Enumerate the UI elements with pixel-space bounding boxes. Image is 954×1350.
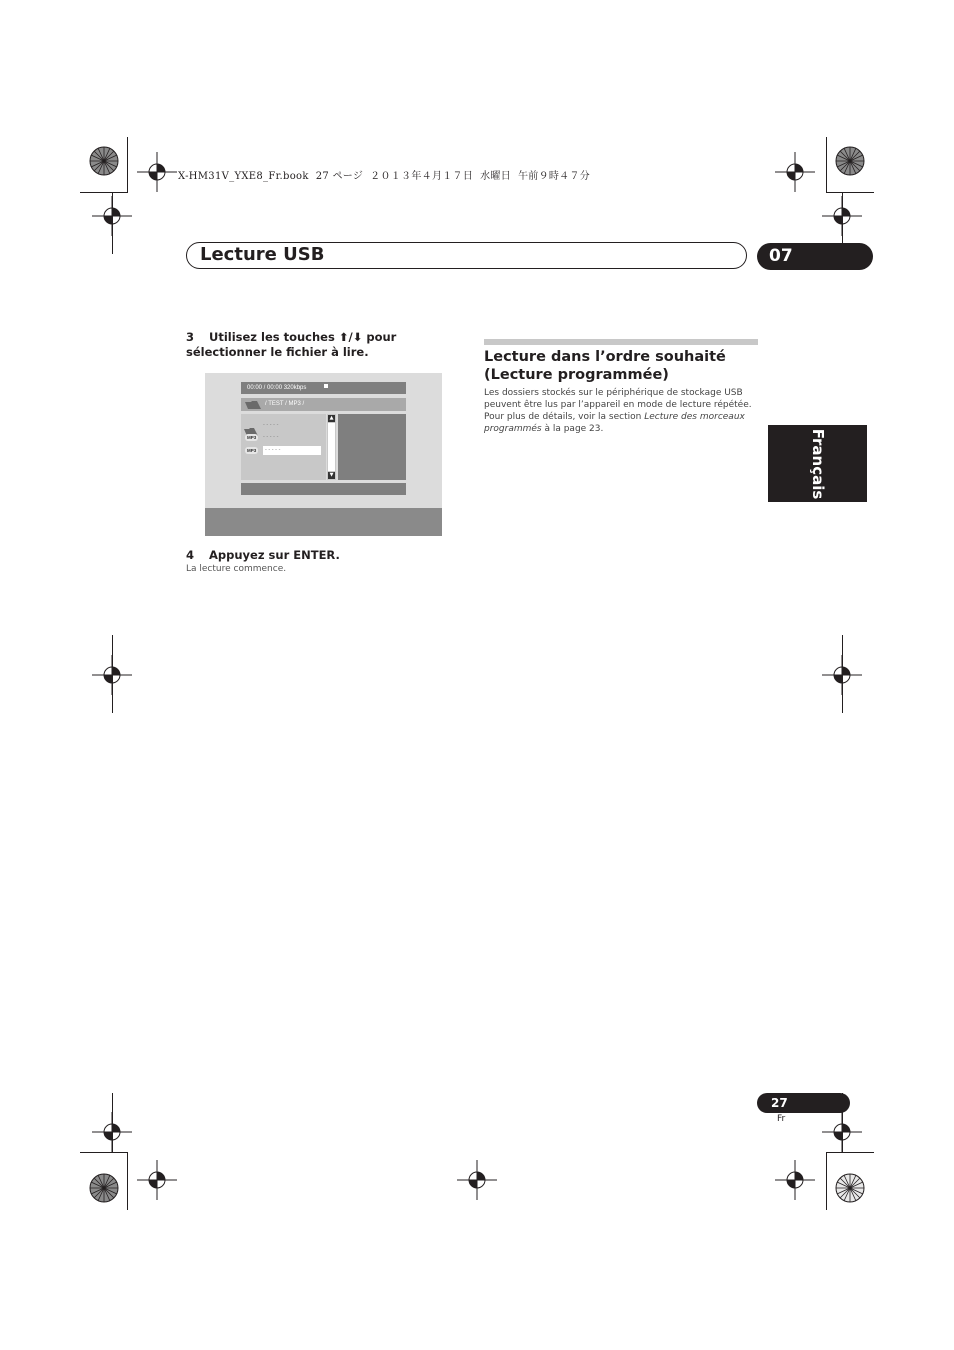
arrow-up-icon: ⬆ [338,330,349,344]
file-name: - - - - - [263,422,279,428]
step-3-instruction [186,330,461,360]
language-tab-label: Français [808,428,827,499]
stop-icon [324,384,328,388]
scroll-track[interactable] [328,423,335,471]
starburst-mark-bottom-left [89,1173,119,1203]
starburst-mark-top-right [835,146,865,176]
page-number-badge: 27 [757,1093,850,1113]
step-4-number: 4 [186,548,195,562]
page-language-code: Fr [777,1114,786,1124]
trim-line-mid-right-v [842,635,843,713]
trim-line-top-right-h [826,192,874,193]
section-heading: Lecture dans l’ordre souhaité (Lecture programmée) [484,349,726,383]
file-list-scrollbar[interactable] [327,414,336,480]
file-name: - - - - - [263,446,321,455]
print-header-info: X-HM31V_YXE8_Fr.book 27 ページ ２０１３年４月１７日 水曜日 午前９時４７分 [178,171,591,182]
language-tab [768,425,867,502]
registration-mark-bottom-right-2 [775,1160,815,1200]
mp3-file-icon: MP3 [247,448,257,453]
registration-mark-bottom-left-2 [137,1160,177,1200]
step-3-text-after: pour sélectionner le fichier à lire. [186,330,397,359]
trim-line-bottom-right-v [826,1152,827,1210]
playback-status-text: 00:00 / 00:00 320kbps [247,385,307,391]
registration-mark-bottom-center [457,1160,497,1200]
playback-status-bar [241,382,406,394]
step-3-text-before: Utilisez les touches [209,330,339,344]
arrow-down-icon: ⬇ [352,330,363,344]
registration-mark-top-right-1 [775,152,815,192]
usb-playback-screen [205,373,442,536]
chapter-number-badge: 07 [757,243,873,270]
trim-line-top-left-v2 [112,192,113,254]
info-bar [241,483,406,495]
folder-icon [245,401,261,415]
trim-line-bottom-left-h [80,1152,128,1153]
scroll-up-icon[interactable]: ▲ [329,415,334,421]
trim-line-bottom-right-h [826,1152,874,1153]
trim-line-top-left-h [80,192,128,193]
registration-mark-top-left-1 [137,152,177,192]
folder-path-bar [241,398,406,411]
section-body [484,387,758,435]
trim-line-bottom-left-v2 [112,1093,113,1153]
chapter-title: Lecture USB [200,244,325,265]
preview-pane [338,414,406,480]
starburst-mark-top-left [89,146,119,176]
trim-line-top-right-v [826,137,827,192]
file-name: - - - - - [263,434,279,440]
mp3-file-icon: MP3 [247,435,257,440]
section-rule [484,339,758,345]
list-item-selected[interactable] [241,446,326,456]
list-item[interactable] [241,433,326,443]
trim-line-mid-left-v [112,635,113,713]
step-4-instruction [186,548,461,563]
starburst-mark-bottom-right [835,1173,865,1203]
section-body-end: à la page 23. [541,424,604,434]
section-body-reference: Lecture des morceaux programmés [484,412,745,434]
scroll-down-icon[interactable]: ▼ [329,472,334,478]
step-4-description: La lecture commence. [186,564,287,574]
file-list[interactable] [241,414,326,480]
step-4-text: Appuyez sur ENTER. [209,548,340,562]
trim-line-top-left-v [127,137,128,192]
section-body-text: Les dossiers stockés sur le périphérique de stockage USB peuvent être lus par l’appareil en mode de lecture répétée. Pour plus de détails, voir la section [484,388,752,422]
screen-footer [205,508,442,536]
trim-line-bottom-left-v [127,1152,128,1210]
list-item[interactable] [241,421,326,431]
folder-path-text: / TEST / MP3 / [265,401,305,407]
step-3-slash: / [348,330,353,344]
step-3-number: 3 [186,330,195,344]
